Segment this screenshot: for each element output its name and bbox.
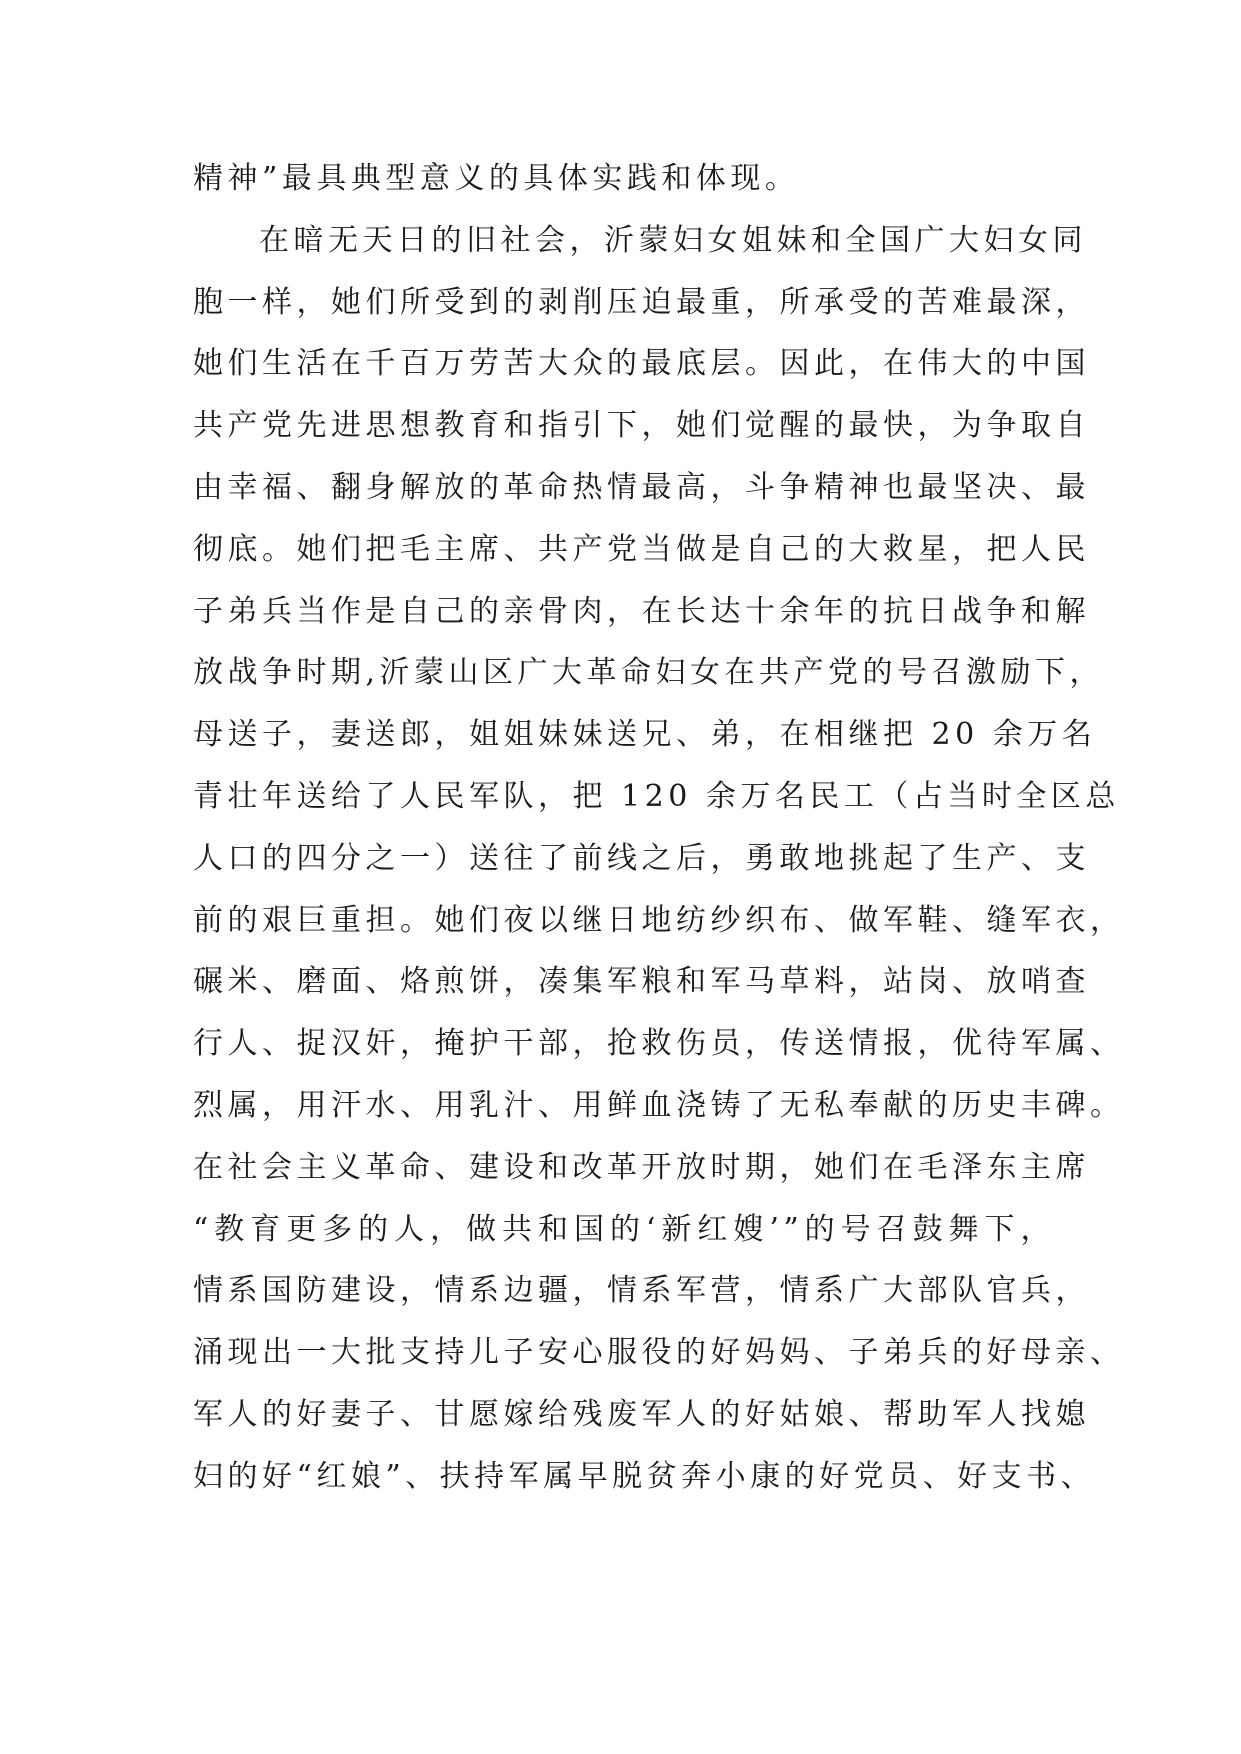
body-text [193,148,1125,1508]
text-line: 前的艰巨重担。她们夜以继日地纺纱织布、做军鞋、缝军衣， [193,902,1125,938]
text-line: 青壮年送给了人民军队，把 120 余万名民工（占当时全区总 [193,778,1120,814]
paragraph-first-line: 在暗无天日的旧社会，沂蒙妇女姐妹和全国广大妇女同 [259,222,1087,258]
text-line: 母送子，妻送郎，姐姐妹妹送兄、弟，在相继把 20 余万名 [193,717,1097,753]
text-line: 行人、捉汉奸，掩护干部，抢救伤员，传送情报，优待军属、 [193,1026,1125,1062]
text-line: 妇的好“红娘”、扶持军属早脱贫奔小康的好党员、好支书、 [193,1458,1096,1494]
text-line: 人口的四分之一）送往了前线之后，勇敢地挑起了生产、支 [193,840,1090,876]
text-line: 彻底。她们把毛主席、共产党当做是自己的大救星，把人民 [193,531,1090,567]
text-line: 子弟兵当作是自己的亲骨肉，在长达十余年的抗日战争和解 [193,593,1090,629]
text-line: 由幸福、翻身解放的革命热情最高，斗争精神也最坚决、最 [193,469,1090,505]
text-line: 情系国防建设，情系边疆，情系军营，情系广大部队官兵， [193,1273,1090,1309]
text-line: 烈属，用汗水、用乳汁、用鲜血浇铸了无私奉献的历史丰碑。 [193,1087,1125,1123]
text-line: 涌现出一大批支持儿子安心服役的好妈妈、子弟兵的好母亲、 [193,1335,1125,1371]
text-line: 她们生活在千百万劳苦大众的最底层。因此，在伟大的中国 [193,346,1090,382]
text-line: 在社会主义革命、建设和改革开放时期，她们在毛泽东主席 [193,1149,1090,1185]
text-line: 放战争时期,沂蒙山区广大革命妇女在共产党的号召激励下， [193,655,1105,691]
text-line: 共产党先进思想教育和指引下，她们觉醒的最快，为争取自 [193,408,1090,444]
text-line: “教育更多的人，做共和国的‘新红嫂’”的号召鼓舞下， [193,1211,1055,1247]
text-line: 军人的好妻子、甘愿嫁给残废军人的好姑娘、帮助军人找媳 [193,1396,1090,1432]
text-line: 碾米、磨面、烙煎饼，凑集军粮和军马草料，站岗、放哨查 [193,964,1090,1000]
text-line: 精神”最具典型意义的具体实践和体现。 [193,161,800,196]
text-line: 胞一样，她们所受到的剥削压迫最重，所承受的苦难最深， [193,284,1090,320]
